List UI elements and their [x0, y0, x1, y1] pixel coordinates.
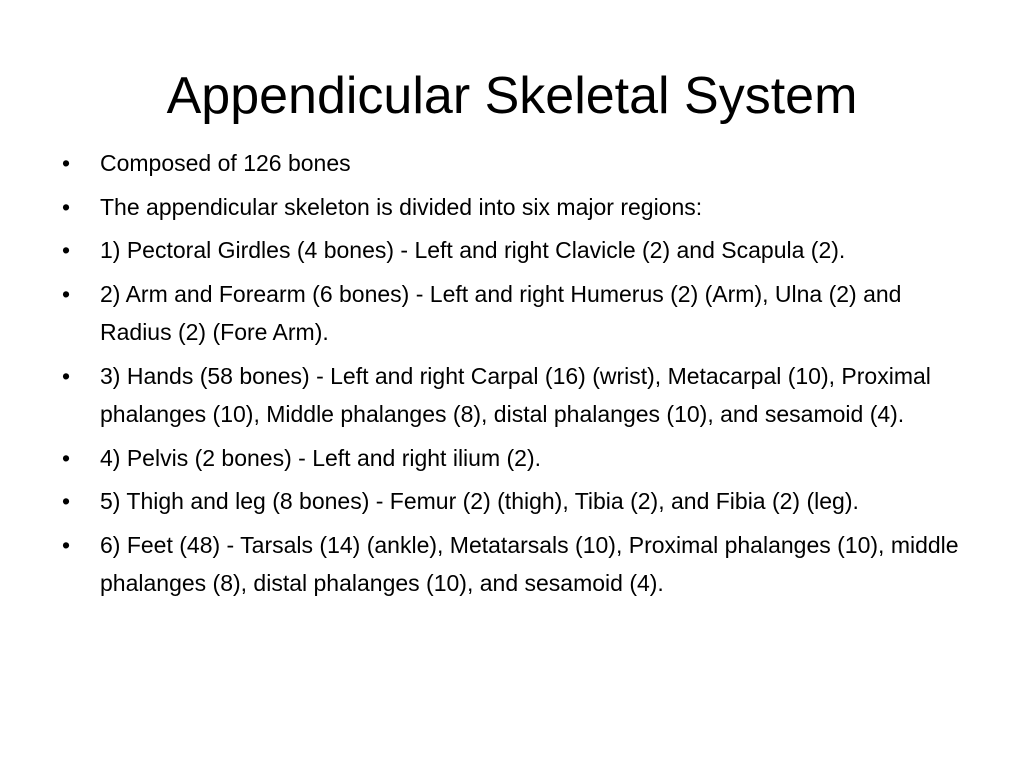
bullet-text: 2) Arm and Forearm (6 bones) - Left and right Humerus (2) (Arm), Ulna (2) and Radius (2) (Fore Arm). — [100, 280, 902, 345]
bullet-item — [56, 526, 966, 603]
bullet-item — [56, 144, 966, 183]
bullet-item — [56, 482, 966, 521]
bullet-icon: • — [62, 531, 71, 558]
bullet-text: 4) Pelvis (2 bones) - Left and right ilium (2). — [100, 444, 542, 471]
slide-title: Appendicular Skeletal System — [166, 67, 858, 125]
bullet-item — [56, 188, 966, 227]
bullet-icon: • — [62, 150, 71, 176]
bullet-text: 5) Thigh and leg (8 bones) - Femur (2) (thigh), Tibia (2), and Fibia (2) (leg). — [100, 488, 859, 514]
bullet-item — [56, 231, 966, 270]
bullet-icon: • — [62, 237, 71, 263]
bullet-item — [56, 357, 966, 434]
bullet-text: 1) Pectoral Girdles (4 bones) - Left and right Clavicle (2) and Scapula (2). — [100, 237, 846, 263]
bullet-text: 3) Hands (58 bones) - Left and right Carpal (16) (wrist), Metacarpal (10), Proximal phalanges (10), Middle phalanges (8), distal phalanges (10), and sesamoid (4). — [100, 362, 931, 427]
bullet-text: 6) Feet (48) - Tarsals (14) (ankle), Metatarsals (10), Proximal phalanges (10), middle phalanges (8), distal phalanges (10), and sesamoid (4). — [100, 531, 959, 596]
bullet-item — [56, 439, 966, 478]
bullet-icon: • — [62, 280, 71, 307]
bullet-icon: • — [62, 193, 71, 220]
bullet-icon: • — [62, 488, 71, 514]
bullet-text: Composed of 126 bones — [100, 150, 351, 176]
bullet-list — [56, 144, 966, 608]
bullet-text: The appendicular skeleton is divided into six major regions: — [100, 193, 703, 220]
bullet-item — [56, 275, 966, 352]
bullet-icon: • — [62, 444, 71, 471]
bullet-icon: • — [62, 362, 71, 389]
